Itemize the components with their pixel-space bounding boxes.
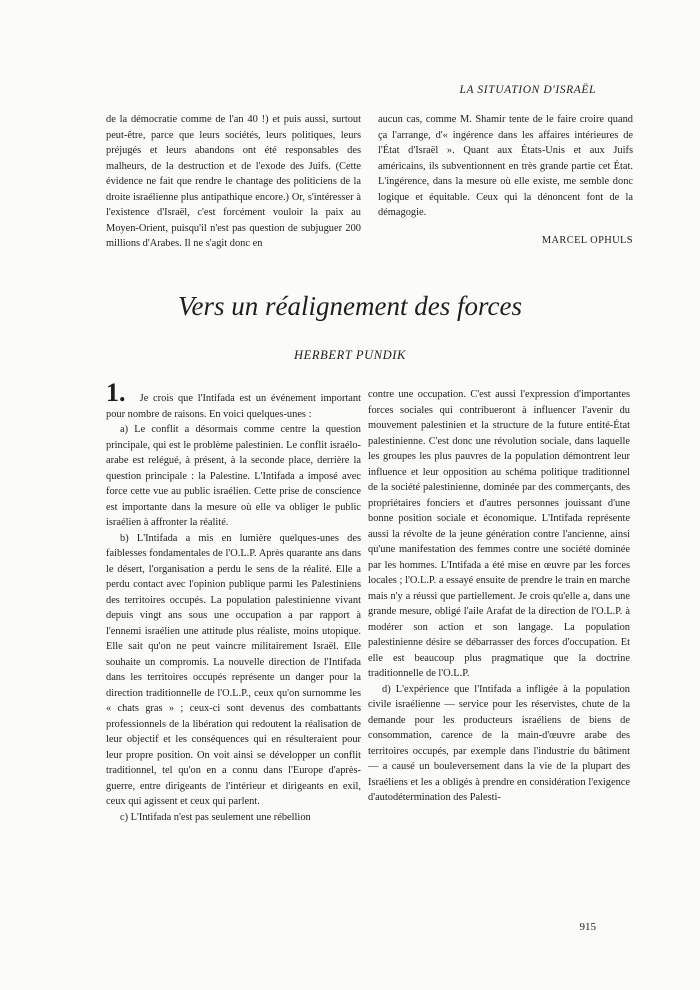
article-author: HERBERT PUNDIK [294,348,406,362]
article-paragraph: b) L'Intifada a mis en lumière quelques-unes des faiblesses fondamentales de l'O.L.P. Après quarante ans dans le désert, l'organisation a perdu le sens de la réalité. Elle a perdu contact avec l'opinion publique parmi les Palestiniens des territoires occupés. La population palestinienne vivant depuis vingt ans sous une occupation a par rapport à l'ennemi israélien une attitude plus réaliste, moins utopique. Elle sait qu'on ne peut vaincre militairement Israël. Elle souhaite un compromis. La nouvelle direction de l'Intifada dans les territoires occupés représente un danger pour la direction traditionnelle de l'O.L.P., ceux qu'on surnomme les « chats gras » ; ceux-ci sont devenus des combattants professionnels de la libération qui redoutent la réalisation de leur objectif et les conséquences qui en résulteraient pour leur propre position. On voit ainsi se développer un conflit traditionnel, tel qu'on en a connu dans l'Europe d'après-guerre, entre dirigeants de l'intérieur et dirigeants en exil, ceux qui agissent et ceux qui parlent. [106,532,361,807]
previous-article-signature: MARCEL OPHULS [541,234,633,246]
previous-article-right-text: aucun cas, comme M. Shamir tente de le faire croire quand ça l'arrange, d'« ingérence dans les affaires intérieures de l'État d'Israël ». Quant aux États-Unis et aux Juifs américains, ils subventionnent en très grande partie cet État. L'ingérence, dans la mesure où elle existe, me semble donc logique et équitable. Ceux qui la dénoncent font de la démagogie. [378,114,633,218]
article-title: Vers un réalignement des forces [178,291,522,321]
previous-article-right-column [378,112,633,248]
article-left-column [106,378,361,825]
article-paragraph: a) Le conflit a désormais comme centre la question principale, qui est le problème palestinien. Le conflit israélo-arabe est relégué, à présent, à la seconde place, derrière la question principale : la Palestine. L'Intifada a imposé avec force cette vue au public israélien. Cette prise de conscience est importante dans la mesure où elle va obliger le public israélien à affronter la réalité. [106,424,361,528]
running-head: LA SITUATION D'ISRAËL [459,84,596,96]
article-right-column [368,387,630,806]
article-paragraph [106,378,361,422]
article-paragraph: contre une occupation. C'est aussi l'expression d'importantes forces sociales qui contribueront à influencer l'avenir du mouvement palestinien et la structure de la future entité-État palestinienne. C'est donc une révolution sociale, dans laquelle les groupes les plus pauvres de la population démontrent leur influence et leur opposition au schéma politique traditionnel de la société palestinienne, dominée par des commerçants, des propriétaires fonciers et d'autres personnes jouissant d'une bonne position sociale et économique. L'Intifada représente aussi la révolte de la jeune génération contre l'ancienne, ainsi qu'une manifestation des femmes contre une société dominée par les hommes. L'Intifada a été mise en œuvre par les forces locales ; l'O.L.P. a essayé ensuite de prendre le train en marche mais n'y a réussi que partiellement. Je crois qu'elle a, dans une grande mesure, obligé l'aile Arafat de la direction de l'O.L.P. à modérer son action et son langage. La population palestinienne désire se débarrasser des forces d'occupation. Et elle est beaucoup plus pragmatique que la doctrine traditionnelle de l'O.L.P. [368,389,630,679]
article-paragraph-text: Je crois que l'Intifada est un événement important pour nombre de raisons. En voici quelques-unes : [106,393,361,420]
previous-article-left-column [106,112,361,252]
page-number: 915 [579,921,596,933]
section-number: 1. [106,378,126,407]
previous-article-left-text: de la démocratie comme de l'an 40 !) et puis aussi, surtout peut-être, parce que leurs sociétés, leurs politiques, leurs préjugés et leurs abandons ont été responsables des malheurs, de la destruction et de l'exode des Juifs. (Cette évidence ne fait que rendre le chantage des politiciens de la droite israélienne plus antipathique encore.) Or, s'intéresser à l'existence d'Israël, c'est forcément vouloir la paix au Moyen-Orient, puisqu'il n'est pas question de subjuguer 200 millions d'Arabes. Il ne s'agit donc en [106,114,361,249]
article-paragraph: d) L'expérience que l'Intifada a infligée à la population civile israélienne — service pour les réservistes, chute de la demande pour les producteurs israéliens de biens de consommation, carence de la main-d'œuvre arabe des territoires occupés, par exemple dans l'industrie du bâtiment — a causé un bouleversement dans la vie de la plupart des Israéliens et les a obligés à prendre en considération l'exigence d'autodétermination des Palesti- [368,683,630,803]
article-paragraph: c) L'Intifada n'est pas seulement une rébellion [120,811,311,823]
